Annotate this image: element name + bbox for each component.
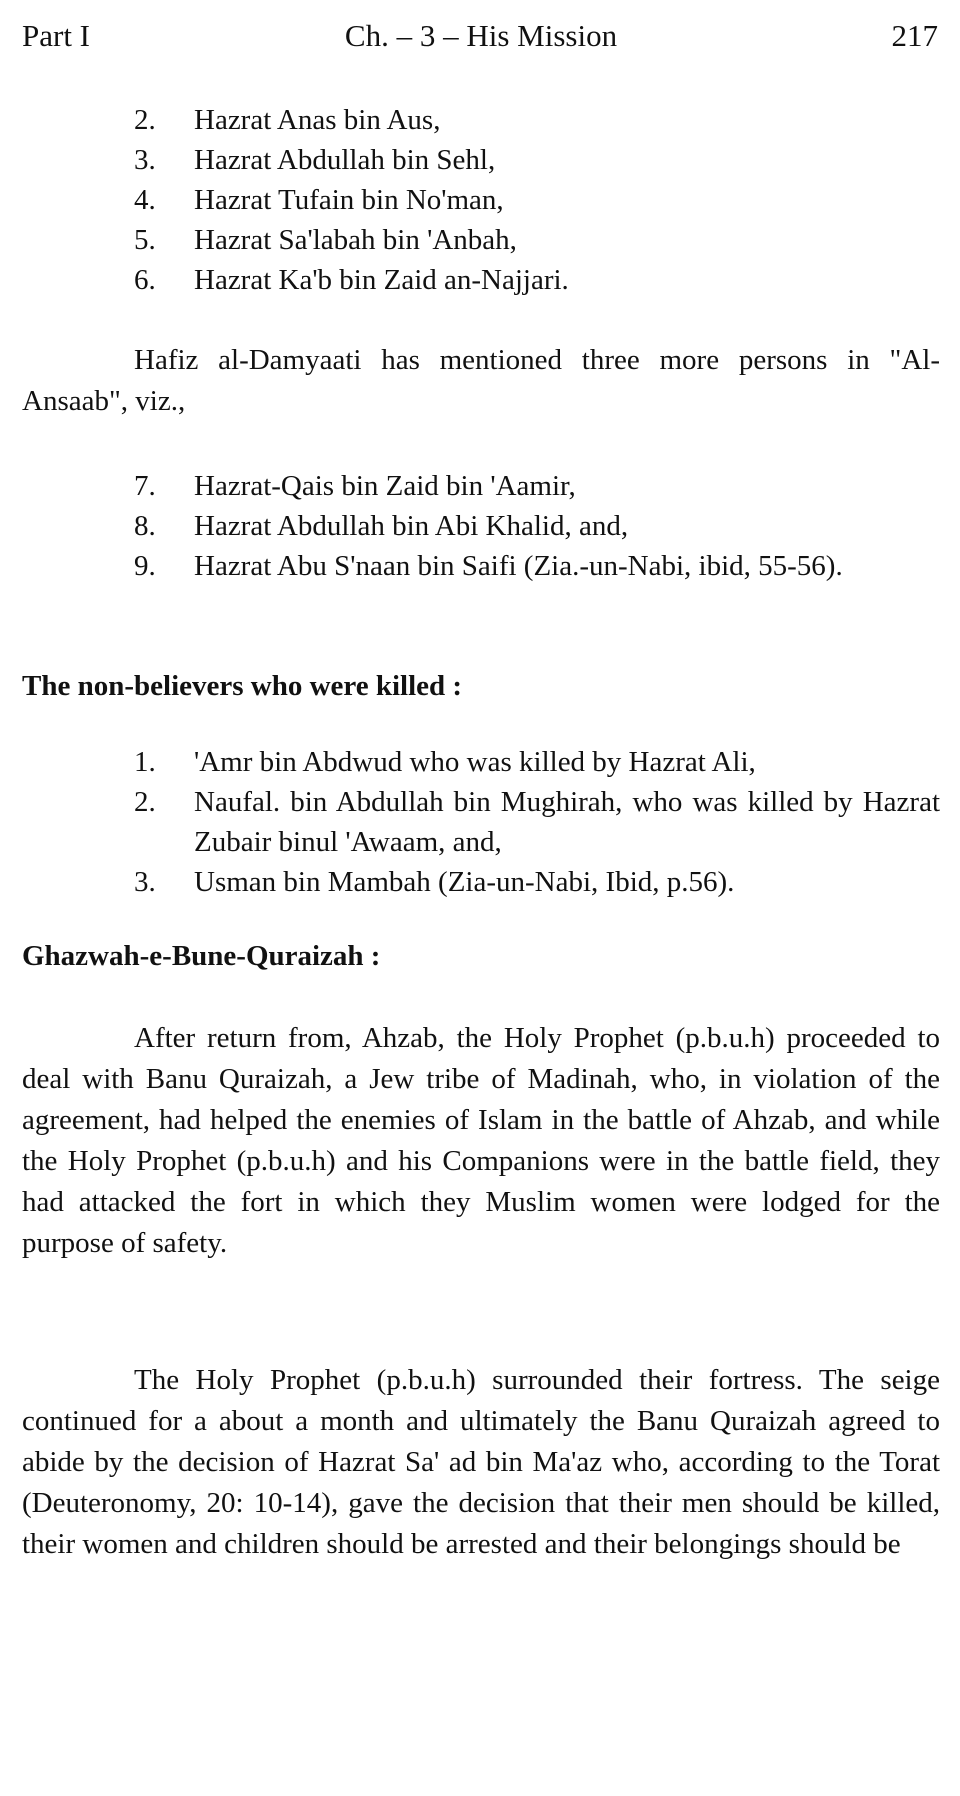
- non-believers-list: [22, 742, 940, 902]
- list-item: [22, 862, 940, 902]
- heading-non-believers: The non-believers who were killed :: [22, 670, 463, 702]
- header-part: Part I: [22, 18, 91, 53]
- header-chapter: Ch. – 3 – His Mission: [344, 18, 618, 53]
- list-item-number: 3.: [134, 144, 156, 176]
- header-page-number: 217: [891, 18, 938, 53]
- list-item-number: 2.: [134, 786, 156, 818]
- list-item-text: Hazrat Abdullah bin Sehl,: [194, 144, 496, 176]
- list-item: [22, 466, 940, 506]
- list-item-text: Hazrat Sa'labah bin 'Anbah,: [194, 224, 517, 256]
- list-item-text: Hazrat Anas bin Aus,: [194, 104, 441, 136]
- list-item-number: 3.: [134, 866, 156, 898]
- list-item-text: Hazrat Abdullah bin Abi Khalid, and,: [194, 510, 629, 542]
- list-item-number: 7.: [134, 470, 156, 502]
- list-item-number: 6.: [134, 264, 156, 296]
- list-item: [22, 506, 940, 546]
- list-item-number: 8.: [134, 510, 156, 542]
- list-item-text: Hazrat-Qais bin Zaid bin 'Aamir,: [194, 470, 576, 502]
- page-header: [22, 18, 940, 58]
- paragraph-siege: The Holy Prophet (p.b.u.h) surrounded their fortress. The seige continued for a about a month and ultimately the Banu Quraizah agreed to abide by the decision of Hazrat Sa' ad bin Ma'az who, according to the Torat (Deuteronomy, 20: 10-14), gave the decision that their men should be killed, their women and children should be arrested and their belongings should be: [22, 1364, 940, 1560]
- list-item-text: Hazrat Abu S'naan bin Saifi (Zia.-un-Nabi, ibid, 55-56).: [194, 550, 843, 582]
- list-item-text: Hazrat Ka'b bin Zaid an-Najjari.: [194, 264, 569, 296]
- list-item: [22, 180, 940, 220]
- list-item: [22, 100, 940, 140]
- heading-ghazwah: Ghazwah-e-Bune-Quraizah :: [22, 940, 381, 972]
- paragraph-al-ansaab: Hafiz al-Damyaati has mentioned three more persons in "Al-Ansaab", viz.,: [22, 344, 940, 417]
- companions-list-2: [22, 466, 940, 586]
- list-item-number: 9.: [134, 550, 156, 582]
- companions-list-1: [22, 100, 940, 300]
- list-item-text: Usman bin Mambah (Zia-un-Nabi, Ibid, p.56).: [194, 866, 735, 898]
- list-item: [22, 220, 940, 260]
- list-item: [22, 260, 940, 300]
- list-item: [22, 140, 940, 180]
- list-item: [22, 742, 940, 782]
- list-item: [22, 782, 940, 862]
- list-item-text: Hazrat Tufain bin No'man,: [194, 184, 504, 216]
- list-item-number: 2.: [134, 104, 156, 136]
- paragraph-banu-quraizah: After return from, Ahzab, the Holy Prophet (p.b.u.h) proceeded to deal with Banu Quraizah, a Jew tribe of Madinah, who, in violation of the agreement, had helped the enemies of Islam in the battle of Ahzab, and while the Holy Prophet (p.b.u.h) and his Companions were in the battle field, they had attacked the fort in which they Muslim women were lodged for the purpose of safety.: [22, 1022, 940, 1259]
- list-item: [22, 546, 940, 586]
- list-item-number: 1.: [134, 746, 156, 778]
- list-item-text: 'Amr bin Abdwud who was killed by Hazrat Ali,: [194, 746, 756, 778]
- list-item-number: 4.: [134, 184, 156, 216]
- list-item-number: 5.: [134, 224, 156, 256]
- list-item-text: Naufal. bin Abdullah bin Mughirah, who was killed by Hazrat Zubair binul 'Awaam, and,: [194, 786, 940, 858]
